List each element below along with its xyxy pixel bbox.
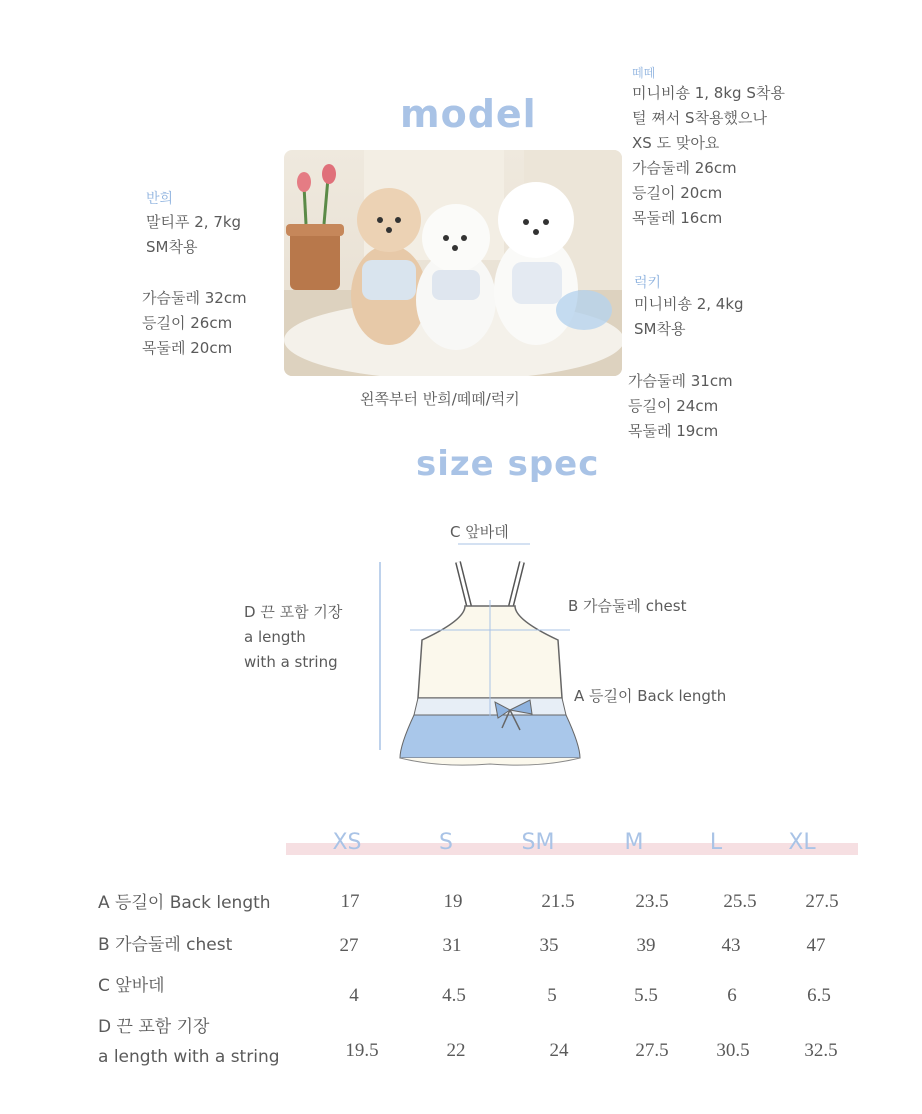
cell-a-s: 19 — [443, 891, 463, 912]
model-measure-right-bottom — [628, 369, 733, 444]
model-info-right-bottom — [634, 272, 744, 342]
cell-d-m: 27.5 — [635, 1040, 669, 1061]
size-header-l: L — [709, 830, 723, 855]
row-label-a: A 등길이 Back length — [98, 893, 271, 913]
cell-c-xl: 6.5 — [807, 985, 831, 1006]
dress-illustration — [370, 540, 610, 770]
size-header-xl: XL — [788, 830, 816, 855]
model-photo-illustration — [284, 150, 622, 376]
ttette-line-1: 미니비숑 1, 8kg S착용 — [632, 84, 785, 102]
dog-name-banhee: 반희 — [146, 191, 174, 207]
cell-d-s: 22 — [446, 1040, 466, 1061]
label-a-back-length: A 등길이 Back length — [574, 687, 727, 705]
row-label-b: B 가슴둘레 chest — [98, 935, 233, 955]
row-label-d — [98, 1012, 280, 1072]
model-info-right-top — [632, 64, 785, 231]
lucky-line-1: 미니비숑 2, 4kg — [634, 295, 744, 313]
cell-a-sm: 21.5 — [541, 891, 575, 912]
cell-b-l: 43 — [721, 935, 741, 956]
lucky-chest: 가슴둘레 31cm — [628, 372, 733, 390]
label-d-line-3: with a string — [244, 653, 338, 671]
dog-name-lucky: 럭키 — [634, 275, 662, 291]
ttette-line-6: 목둘레 16cm — [632, 209, 723, 227]
garment-diagram — [370, 540, 610, 774]
label-d-line-1: D 끈 포함 기장 — [244, 603, 343, 621]
cell-c-xs: 4 — [349, 985, 359, 1006]
model-info-left — [146, 188, 241, 260]
ttette-line-3: XS 도 맞아요 — [632, 134, 720, 152]
cell-c-m: 5.5 — [634, 985, 658, 1006]
row-label-c: C 앞바데 — [98, 976, 165, 996]
label-d-total-length — [244, 600, 342, 675]
cell-d-xl: 32.5 — [804, 1040, 838, 1061]
size-header-xs: XS — [332, 830, 362, 855]
cell-c-sm: 5 — [547, 985, 557, 1006]
cell-b-xs: 27 — [339, 935, 359, 956]
label-d-line-2: a length — [244, 628, 306, 646]
row-label-d-line-2: a length with a string — [98, 1047, 280, 1067]
cell-a-l: 25.5 — [723, 891, 757, 912]
banhee-line-1: 말티푸 2, 7kg — [146, 213, 242, 231]
lucky-neck: 목둘레 19cm — [628, 422, 719, 440]
ttette-line-5: 등길이 20cm — [632, 184, 723, 202]
model-measure-left — [142, 286, 247, 361]
banhee-back: 등길이 26cm — [142, 314, 233, 332]
cell-b-sm: 35 — [539, 935, 559, 956]
ttette-line-4: 가슴둘레 26cm — [632, 159, 737, 177]
cell-d-l: 30.5 — [716, 1040, 750, 1061]
label-b-chest: B 가슴둘레 chest — [568, 597, 687, 615]
size-header-m: M — [624, 830, 644, 855]
lucky-back: 등길이 24cm — [628, 397, 719, 415]
size-header-s: S — [439, 830, 453, 855]
dog-name-ttette: 떼떼 — [632, 66, 656, 80]
ttette-line-2: 털 쪄서 S착용했으나 — [632, 109, 767, 127]
cell-b-m: 39 — [636, 935, 656, 956]
row-label-d-line-1: D 끈 포함 기장 — [98, 1017, 210, 1037]
cell-a-xl: 27.5 — [805, 891, 839, 912]
size-spec-title: size spec — [416, 444, 600, 484]
cell-d-sm: 24 — [549, 1040, 569, 1061]
cell-c-s: 4.5 — [442, 985, 466, 1006]
model-photo — [284, 150, 622, 376]
cell-a-m: 23.5 — [635, 891, 669, 912]
photo-caption: 왼쪽부터 반희/떼떼/럭키 — [360, 390, 520, 408]
cell-d-xs: 19.5 — [345, 1040, 379, 1061]
banhee-line-2: SM착용 — [146, 238, 198, 256]
cell-a-xs: 17 — [340, 891, 360, 912]
label-c-front: C 앞바데 — [450, 523, 509, 541]
cell-b-s: 31 — [442, 935, 462, 956]
model-title: model — [400, 92, 537, 136]
banhee-neck: 목둘레 20cm — [142, 339, 233, 357]
banhee-chest: 가슴둘레 32cm — [142, 289, 247, 307]
cell-c-l: 6 — [727, 985, 737, 1006]
cell-b-xl: 47 — [806, 935, 826, 956]
lucky-line-2: SM착용 — [634, 320, 686, 338]
size-header-sm: SM — [521, 830, 555, 855]
